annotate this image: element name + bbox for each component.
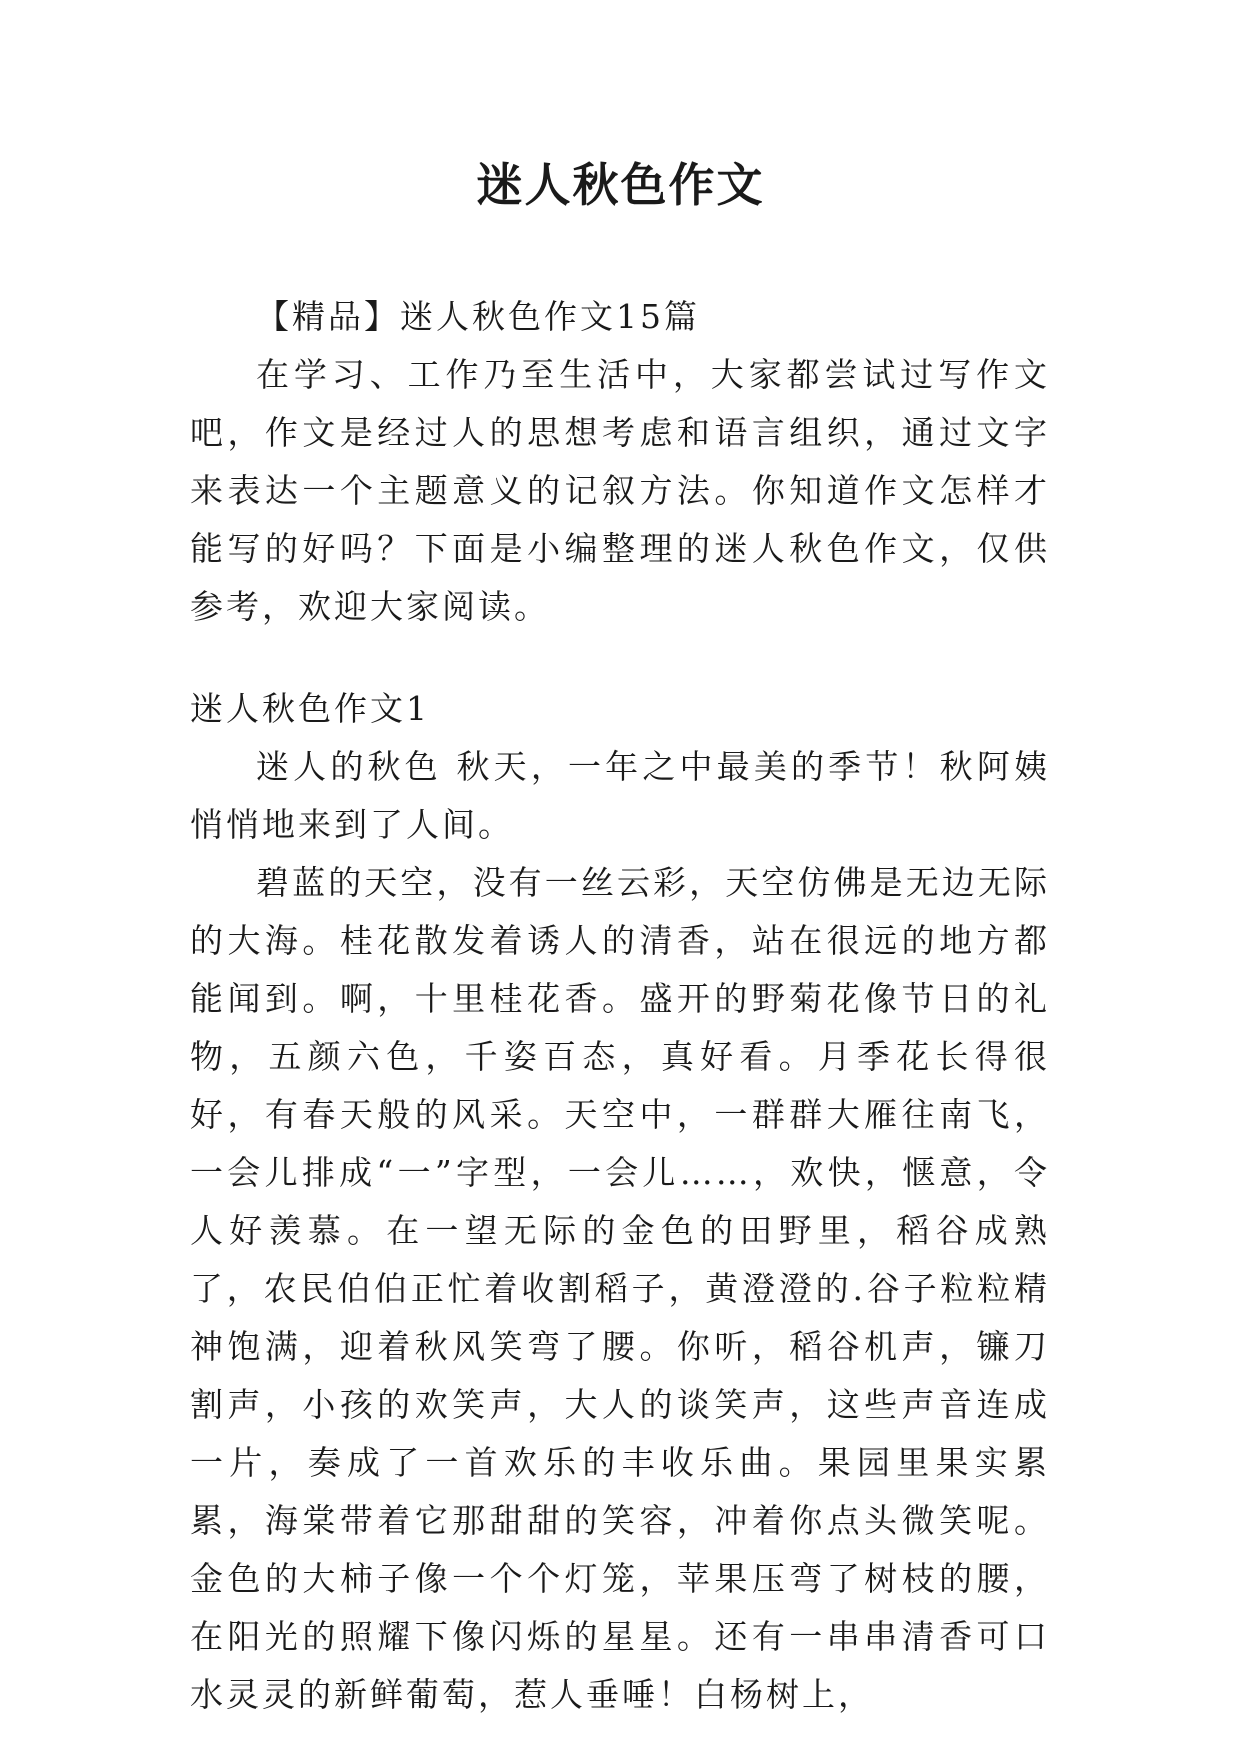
body-paragraph: 碧蓝的天空，没有一丝云彩，天空仿佛是无边无际的大海。桂花散发着诱人的清香，站在很远的地方都能闻到。啊，十里桂花香。盛开的野菊花像节日的礼物，五颜六色，千姿百态，真好看。月季花长得很好，有春天般的风采。天空中，一群群大雁往南飞，一会儿排成“一”字型，一会儿……，欢快，惬意，令人好羡慕。在一望无际的金色的田野里，稻谷成熟了，农民伯伯正忙着收割稻子，黄澄澄的.谷子粒粒精神饱满，迎着秋风笑弯了腰。你听，稻谷机声，镰刀割声，小孩的欢笑声，大人的谈笑声，这些声音连成一片，奏成了一首欢乐的丰收乐曲。果园里果实累累，海棠带着它那甜甜的笑容，冲着你点头微笑呢。金色的大柿子像一个个灯笼，苹果压弯了树枝的腰，在阳光的照耀下像闪烁的星星。还有一串串清香可口水灵灵的新鲜葡萄，惹人垂唾！白杨树上， [190, 863, 1050, 1714]
lead-line: 【精品】迷人秋色作文15篇 [256, 297, 700, 336]
document-title: 迷人秋色作文 [476, 158, 765, 212]
body-paragraph: 迷人的秋色 秋天，一年之中最美的季节！秋阿姨悄悄地来到了人间。 [190, 747, 1050, 844]
document-body [190, 288, 1050, 1724]
section-heading: 迷人秋色作文1 [190, 689, 430, 728]
intro-paragraph: 在学习、工作乃至生活中，大家都尝试过写作文吧，作文是经过人的思想考虑和语言组织，通过文字来表达一个主题意义的记叙方法。你知道作文怎样才能写的好吗？下面是小编整理的迷人秋色作文，仅供参考，欢迎大家阅读。 [190, 355, 1050, 626]
